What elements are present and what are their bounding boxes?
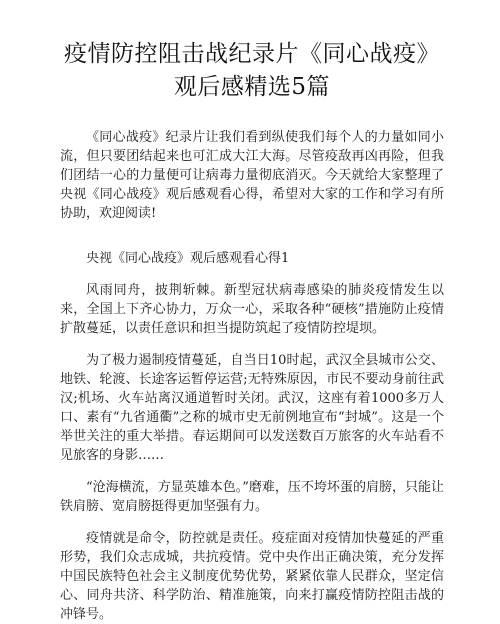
body-paragraph: 疫情就是命令，防控就是责任。疫症面对疫情加快蔓延的严重形势，我们众志成城，共抗疫情。党中央作出正确决策，充分发挥中国民族特色社会主义制度优势优势，紧紧依靠人民群众，坚定信心、同舟共济、科学防治、精准施策，向来打赢疫情防控阻击战的冲锋号。 xyxy=(60,531,444,622)
body-paragraph: 风雨同舟，披荆斩棘。新型冠状病毒感染的肺炎疫情发生以来，全国上下齐心协力，万众一心，采取各种“硬核”措施防止疫情扩散蔓延，以责任意识和担当提防筑起了疫情防控堤坝。 xyxy=(60,283,444,336)
body-paragraph: 为了极力遏制疫情蔓延，自当日10时起，武汉全县城市公交、地铁、轮渡、长途客运暂停运营;无特殊原因，市民不要动身前往武汉;机场、火车站离汉通道暂时关闭。武汉，这座有着1000多万人口、素有“九省通衢”之称的城市史无前例地宣布“封城”。这是一个举世关注的重大举措。春运期间可以发送数百万旅客的火车站看不见旅客的身影…… xyxy=(60,353,444,463)
body-paragraph: “沧海横流，方显英雄本色。”磨难，压不垮坏蛋的肩膀，只能让铁肩膀、宽肩膀挺得更加坚强有力。 xyxy=(60,480,444,514)
document-title: 疫情防控阻击战纪录片《同心战疫》观后感精选5篇 xyxy=(64,41,440,100)
intro-paragraph: 《同心战疫》纪录片让我们看到纵使我们每个人的力量如同小流，但只要团结起来也可汇成大江大海。尽管疫敌再凶再险，但我们团结一心的力量便可让病毒力量彻底消灭。今天就给大家整理了央视《同心战疫》观后感观看心得，希望对大家的工作和学习有所协助，欢迎阅读! xyxy=(60,130,444,221)
section-heading: 央视《同心战疫》观后感观看心得1 xyxy=(86,251,290,266)
